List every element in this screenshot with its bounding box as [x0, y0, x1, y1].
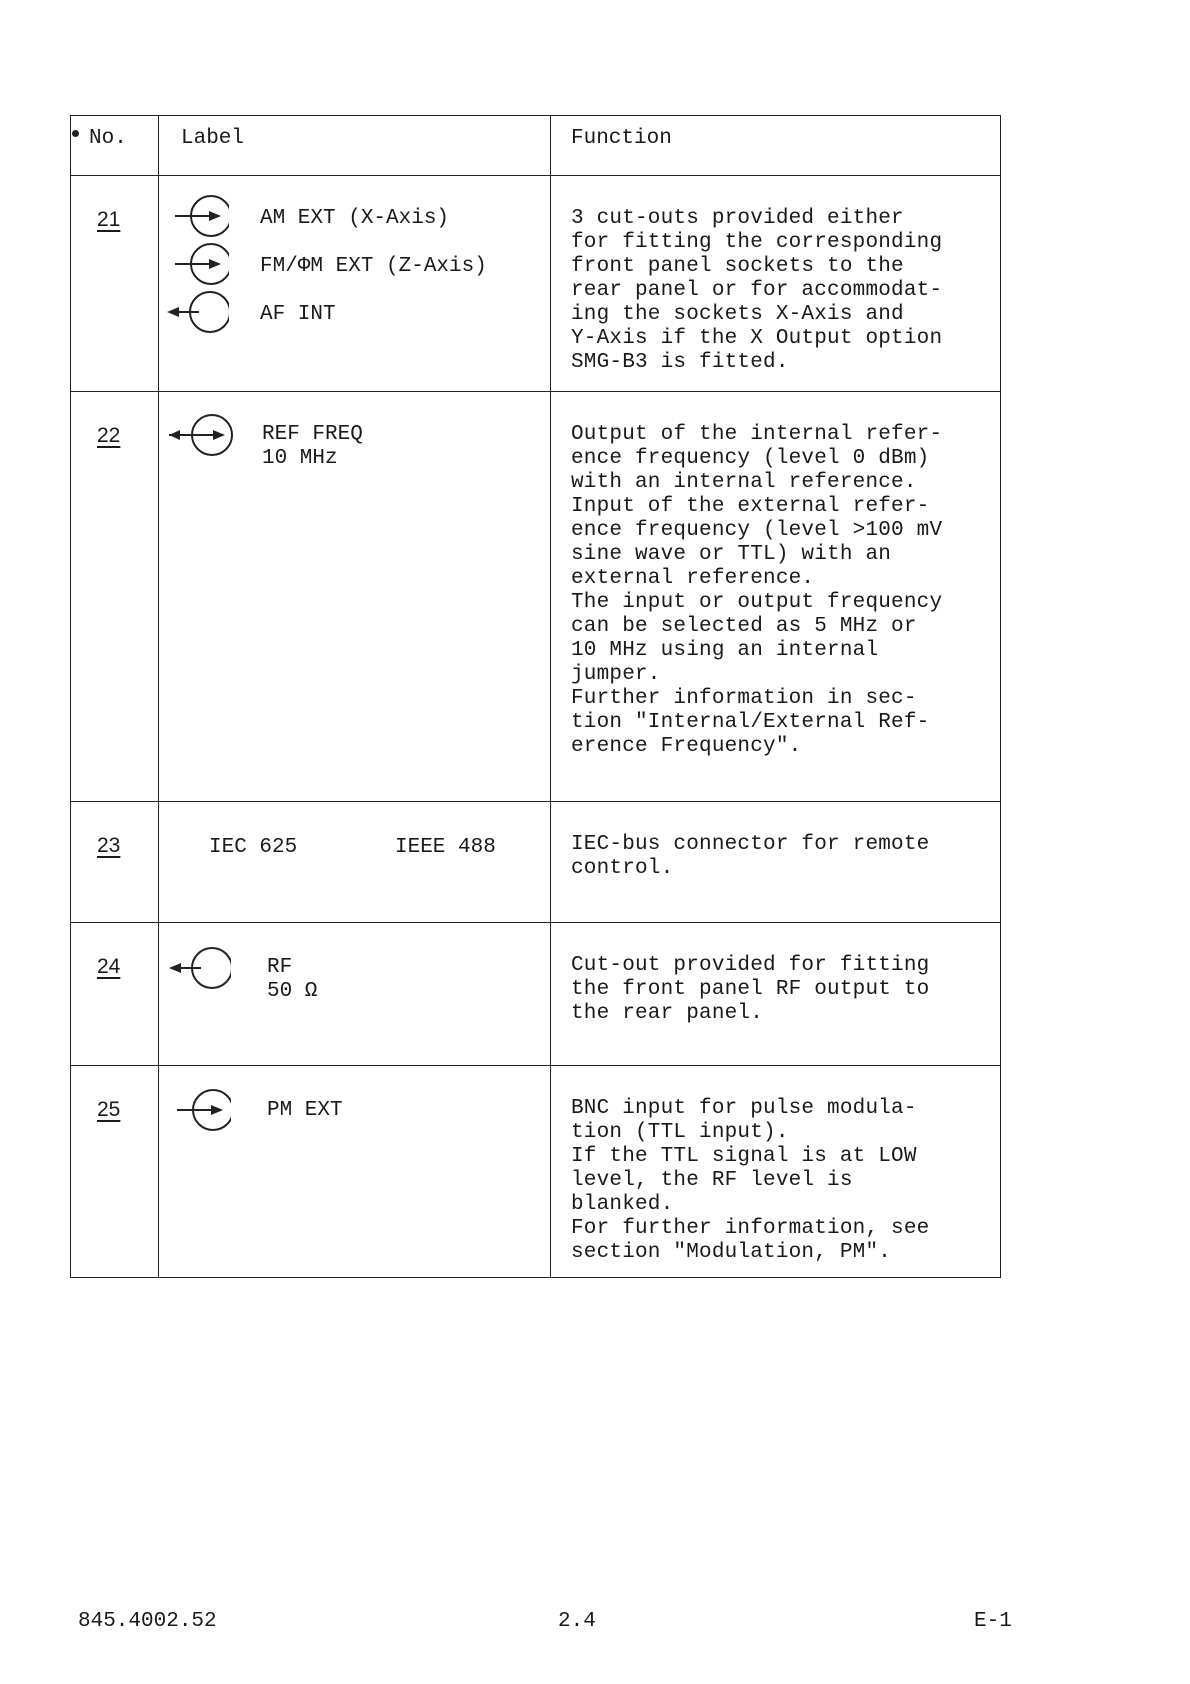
header-no: No.: [71, 116, 159, 176]
row-number: 22: [97, 424, 121, 447]
function-cell: [551, 802, 1001, 923]
label-text: 10 MHz: [262, 447, 338, 470]
function-text: IEC-bus connector for remote control.: [571, 833, 930, 880]
socket-input-icon: [173, 194, 229, 238]
function-text: Cut-out provided for fitting the front panel RF output to the rear panel.: [571, 954, 930, 1025]
row-number-cell: [71, 802, 159, 923]
table-row: [71, 1066, 1001, 1278]
row-number-cell: [71, 176, 159, 392]
header-function: Function: [551, 116, 1001, 176]
function-text: BNC input for pulse modula- tion (TTL input). If the TTL signal is at LOW level, the RF level is blanked. For further information, see section "Modulation, PM".: [571, 1097, 930, 1264]
bullet-mark: [72, 130, 79, 137]
label-text: 50 Ω: [267, 980, 318, 1003]
table-row: [71, 392, 1001, 802]
label-text: AM EXT (X-Axis): [260, 207, 450, 230]
function-text: Output of the internal refer- ence frequency (level 0 dBm) with an internal reference. Input of the external refer- ence frequency (level >100 mV sine wave or TTL) with an external reference. The input or output frequency can be selected as 5 MHz or 10 MHz using an internal jumper. Further information in sec- tion "Internal/External Ref- erence Frequency".: [571, 423, 943, 758]
row-number: 24: [97, 955, 121, 978]
table-row: [71, 802, 1001, 923]
connector-table: [70, 115, 1001, 1278]
table-row: [71, 176, 1001, 392]
label-text: PM EXT: [267, 1099, 343, 1122]
table-row: [71, 923, 1001, 1066]
function-cell: [551, 923, 1001, 1066]
function-cell: [551, 176, 1001, 392]
header-label: Label: [159, 116, 551, 176]
page-number: E-1: [974, 1610, 1012, 1633]
label-text: AF INT: [260, 303, 336, 326]
function-cell: [551, 1066, 1001, 1278]
function-cell: [551, 392, 1001, 802]
label-cell: [159, 1066, 551, 1278]
label-cell: [159, 176, 551, 392]
label-cell: [159, 392, 551, 802]
socket-output-icon: [167, 945, 231, 991]
ieee-488-label: IEEE 488: [395, 836, 496, 859]
row-number: 21: [97, 208, 121, 231]
socket-output-icon: [165, 289, 229, 335]
label-cell: [159, 802, 551, 923]
row-number-cell: [71, 392, 159, 802]
row-number-cell: [71, 923, 159, 1066]
function-text: 3 cut-outs provided either for fitting the corresponding front panel sockets to the rear panel or for accommodat- ing the sockets X-Axis and Y-Axis if the X Output option SMG-B3 is fitted.: [571, 207, 943, 374]
label-text: FM/ΦM EXT (Z-Axis): [260, 255, 487, 278]
row-number-cell: [71, 1066, 159, 1278]
doc-number: 845.4002.52: [78, 1610, 217, 1633]
label-text: REF FREQ: [262, 423, 363, 446]
label-cell: [159, 923, 551, 1066]
version-number: 2.4: [558, 1610, 596, 1633]
row-number: 25: [97, 1098, 121, 1121]
table-header-row: [71, 116, 1001, 176]
socket-bidirectional-icon: [167, 412, 233, 458]
socket-input-icon: [175, 1088, 231, 1132]
iec-625-label: IEC 625: [209, 836, 298, 859]
socket-input-icon: [173, 242, 229, 286]
row-number: 23: [97, 834, 121, 857]
label-text: RF: [267, 956, 293, 979]
